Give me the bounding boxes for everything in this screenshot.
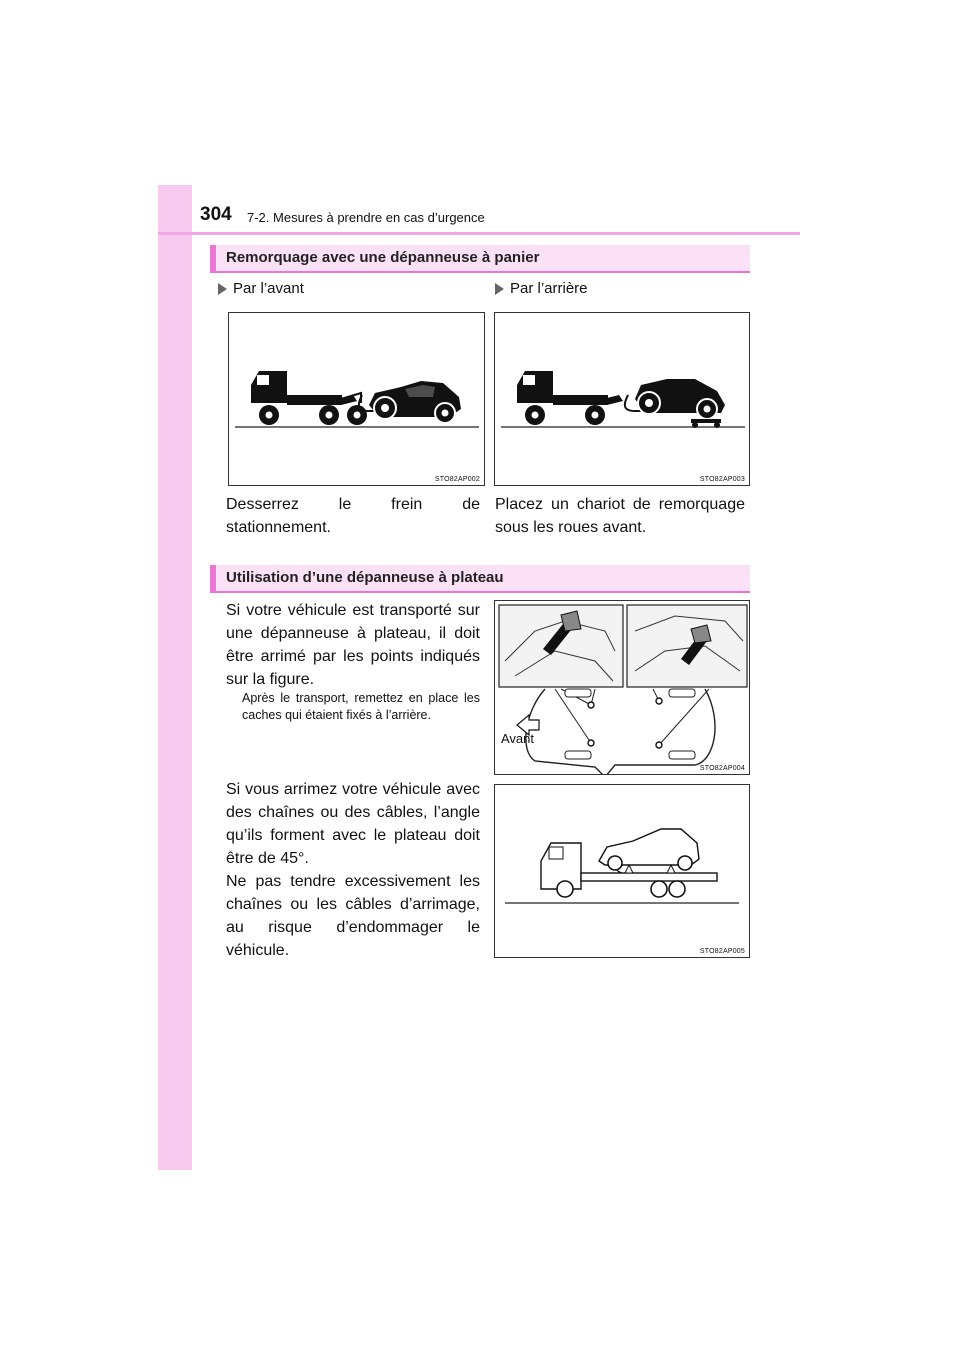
flatbed-paragraph-2: Si vous arrimez votre véhicule avec des chaînes ou des câbles, l’angle qu’ils forment avec le plateau doit être de 45°.: [226, 781, 480, 867]
figure-code: STO82AP004: [699, 765, 745, 772]
figure-tow-rear: [494, 312, 750, 486]
figure-flatbed-truck: [494, 784, 750, 958]
figure-tie-down-points: [494, 600, 750, 775]
section-heading-flatbed: [210, 565, 750, 591]
header-rule: [158, 232, 800, 235]
front-tow-text: Desserrez le frein de stationnement.: [226, 496, 480, 536]
section-rule: [210, 591, 750, 593]
side-tab-strip: [158, 185, 192, 1170]
subheading-front-label: Par l’avant: [233, 280, 304, 297]
figure-tow-front: [228, 312, 485, 486]
subheading-rear: [495, 280, 588, 297]
section-title: Utilisation d’une dépanneuse à plateau: [226, 569, 504, 586]
figure-code: STO82AP005: [699, 948, 745, 955]
section-title: Remorquage avec une dépanneuse à panier: [226, 249, 540, 266]
front-direction-label: Avant: [501, 731, 535, 746]
figure-code: STO82AP003: [699, 476, 745, 483]
figure-code: STO82AP002: [434, 476, 480, 483]
flatbed-paragraph-1: Si votre véhicule est transporté sur une dépanneuse à plateau, il doit être arrimé par les points indiqués sur la figure.: [226, 602, 480, 688]
running-header: 7-2. Mesures à prendre en cas d’urgence: [247, 210, 485, 225]
tow-truck-front-illustration: [229, 313, 485, 486]
tie-down-points-diagram: [495, 601, 750, 775]
triangle-bullet-icon: [495, 283, 504, 295]
page-number: 304: [200, 204, 232, 225]
subheading-rear-label: Par l’arrière: [510, 280, 588, 297]
section-rule: [210, 271, 750, 273]
flatbed-truck-illustration: [495, 785, 750, 958]
flatbed-note: Après le transport, remettez en place les caches qui étaient fixés à l’arrière.: [242, 691, 480, 722]
rear-tow-text: Placez un chariot de remorquage sous les roues avant.: [495, 496, 745, 536]
tow-truck-rear-illustration: [495, 313, 750, 486]
flatbed-paragraph-3: Ne pas tendre excessivement les chaînes ou les câbles d’arrimage, au risque d’endommager le véhicule.: [226, 873, 480, 959]
section-heading-wheel-lift: [210, 245, 750, 271]
subheading-front: [218, 280, 304, 297]
triangle-bullet-icon: [218, 283, 227, 295]
